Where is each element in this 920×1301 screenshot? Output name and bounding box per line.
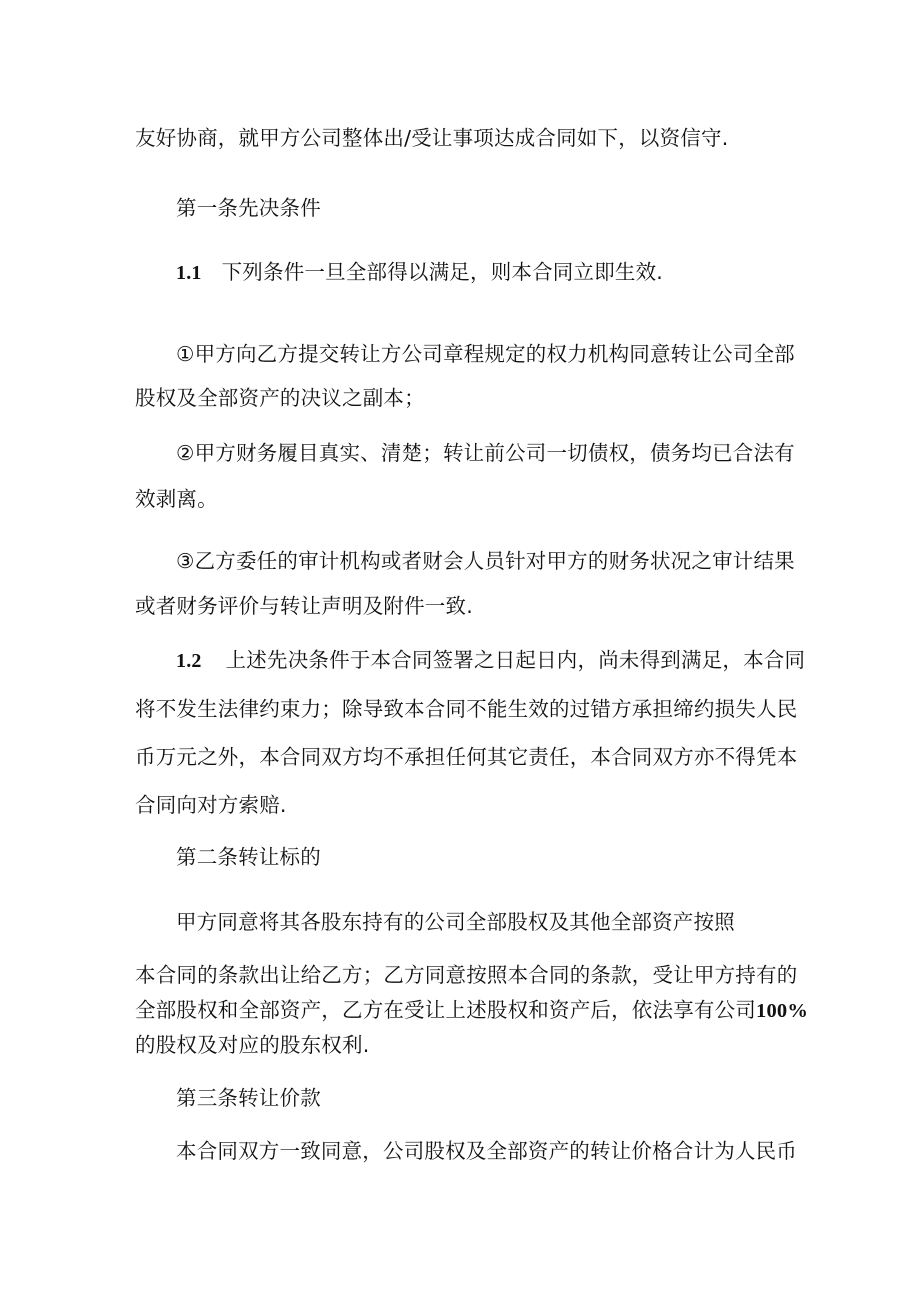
- paragraph-line: 甲方同意将其各股东持有的公司全部股权及其他全部资产按照: [176, 910, 735, 934]
- paragraph-line: 合同向对方索赔.: [135, 793, 287, 817]
- paragraph-line: 或者财务评价与转让声明及附件一致.: [135, 594, 473, 618]
- paragraph-line: 的股权及对应的股东权利.: [135, 1033, 370, 1057]
- clause-line: [176, 643, 805, 677]
- paragraph-line: 效剥离。: [135, 487, 218, 511]
- paragraph-line: 友好协商，就甲方公司整体出/受让事项达成合同如下，以资信守.: [135, 126, 729, 150]
- clause-text: 下列条件一旦全部得以满足，则本合同立即生效.: [221, 260, 664, 284]
- article-heading: 第三条转让价款: [176, 1086, 321, 1110]
- paragraph-line: ①甲方向乙方提交转让方公司章程规定的权力机构同意转让公司全部: [176, 342, 795, 366]
- clause-text: 上述先决条件于本合同签署之日起日内，尚未得到满足，本合同: [225, 648, 806, 672]
- paragraph-line: 股权及全部资产的决议之副本；: [135, 386, 425, 410]
- clause-number: 1.2: [176, 650, 202, 672]
- article-heading: 第一条先决条件: [176, 196, 321, 220]
- article-heading: 第二条转让标的: [176, 845, 321, 869]
- percent-value: 100%: [756, 1000, 809, 1022]
- paragraph-line: 将不发生法律约束力；除导致本合同不能生效的过错方承担缔约损失人民: [135, 697, 798, 721]
- paragraph-line: ③乙方委任的审计机构或者财会人员针对甲方的财务状况之审计结果: [176, 549, 795, 573]
- paragraph-line: 本合同的条款出让给乙方；乙方同意按照本合同的条款，受让甲方持有的: [135, 963, 798, 987]
- paragraph-line: 币万元之外，本合同双方均不承担任何其它责任，本合同双方亦不得凭本: [135, 745, 798, 769]
- paragraph-text: 全部股权和全部资产，乙方在受让上述股权和资产后，依法享有公司: [135, 998, 756, 1022]
- paragraph-line: [135, 993, 808, 1027]
- clause-number: 1.1: [176, 262, 202, 284]
- paragraph-line: 本合同双方一致同意，公司股权及全部资产的转让价格合计为人民币: [176, 1139, 797, 1163]
- paragraph-line: ②甲方财务履目真实、清楚；转让前公司一切债权，债务均已合法有: [176, 441, 795, 465]
- clause-line: [176, 255, 663, 289]
